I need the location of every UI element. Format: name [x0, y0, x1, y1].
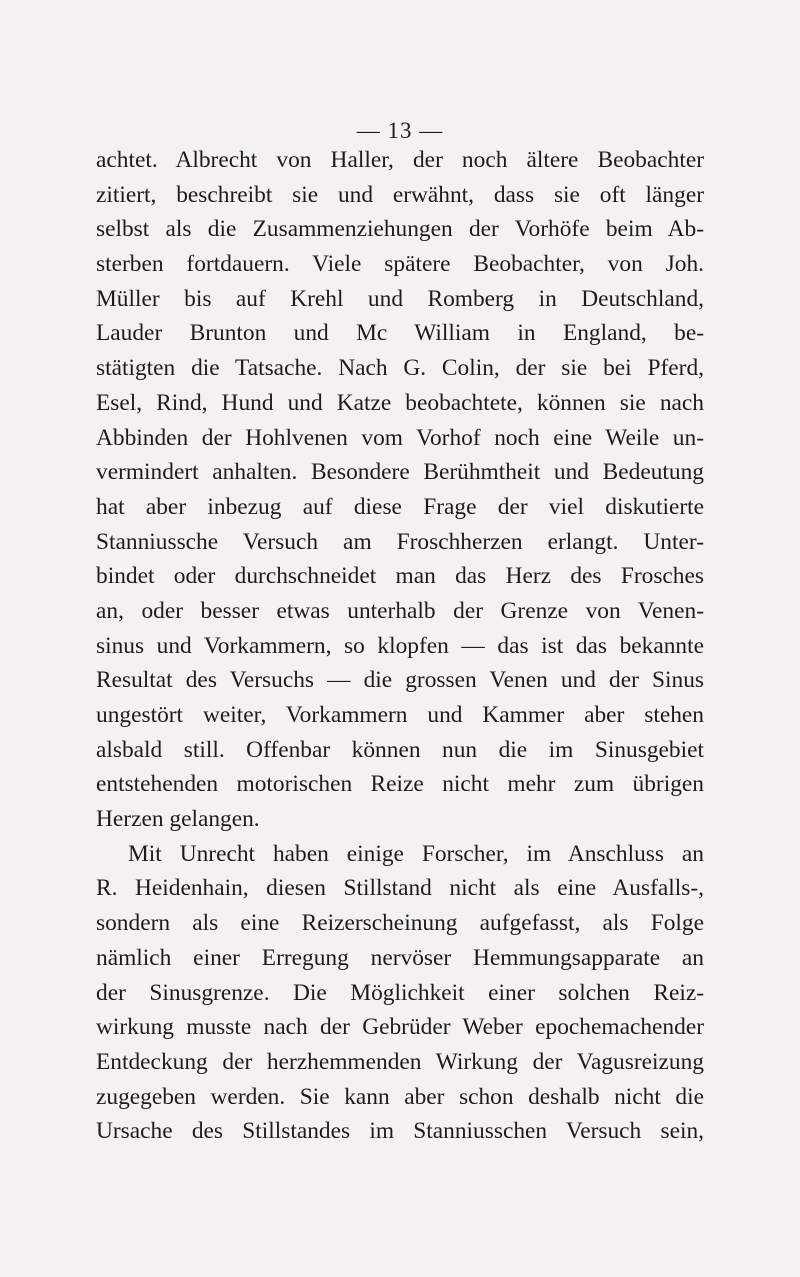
text-line: zitiert, beschreibt sie und erwähnt, dass sie oft länger: [96, 181, 704, 208]
text-line: sinus und Vorkammern, so klopfen — das ist das bekannte: [96, 632, 704, 659]
text-line: entstehenden motorischen Reize nicht mehr zum übrigen: [96, 771, 704, 798]
text-line: selbst als die Zusammenziehungen der Vorhöfe beim Ab-: [96, 216, 704, 243]
text-line: hat aber inbezug auf diese Frage der viel diskutierte: [96, 493, 704, 520]
text-line: Müller bis auf Krehl und Romberg in Deutschland,: [96, 285, 704, 312]
text-line: achtet. Albrecht von Haller, der noch ältere Beobachter: [96, 147, 704, 173]
body-text: [96, 143, 704, 1149]
page-number: — 13 —: [356, 118, 444, 143]
text-line: wirkung musste nach der Gebrüder Weber epochemachender: [96, 1014, 704, 1041]
text-line: sondern als eine Reizerscheinung aufgefasst, als Folge: [96, 910, 704, 937]
text-line: an, oder besser etwas unterhalb der Grenze von Venen-: [96, 597, 704, 624]
text-line: ungestört weiter, Vorkammern und Kammer aber stehen: [96, 702, 704, 728]
text-line: alsbald still. Offenbar können nun die im Sinusgebiet: [96, 736, 704, 763]
text-line: Resultat des Versuchs — die grossen Venen und der Sinus: [96, 667, 704, 694]
paragraph-start-line: Mit Unrecht haben einige Forscher, im Anschluss an: [128, 840, 704, 867]
text-line: Entdeckung der herzhemmenden Wirkung der Vagusreizung: [96, 1048, 704, 1075]
text-line: Esel, Rind, Hund und Katze beobachtete, können sie nach: [96, 389, 704, 416]
text-line: stätigten die Tatsache. Nach G. Colin, der sie bei Pferd,: [96, 355, 704, 382]
text-line: R. Heidenhain, diesen Stillstand nicht als eine Ausfalls-,: [96, 875, 704, 902]
text-line: nämlich einer Erregung nervöser Hemmungsapparate an: [96, 944, 704, 971]
text-line: Ursache des Stillstandes im Stanniusschen Versuch sein,: [96, 1118, 704, 1145]
text-line: Lauder Brunton und Mc William in England, be-: [96, 320, 704, 347]
text-line: sterben fortdauern. Viele spätere Beobachter, von Joh.: [96, 251, 704, 278]
text-line: der Sinusgrenze. Die Möglichkeit einer solchen Reiz-: [96, 979, 704, 1006]
text-line: zugegeben werden. Sie kann aber schon deshalb nicht die: [96, 1083, 704, 1110]
text-line: Abbinden der Hohlvenen vom Vorhof noch eine Weile un-: [96, 424, 704, 451]
paragraph-end-line: Herzen gelangen.: [96, 806, 260, 833]
text-line: vermindert anhalten. Besondere Berühmtheit und Bedeutung: [96, 459, 704, 486]
text-line: Stanniussche Versuch am Froschherzen erlangt. Unter-: [96, 528, 704, 555]
text-line: bindet oder durchschneidet man das Herz des Frosches: [96, 563, 704, 590]
